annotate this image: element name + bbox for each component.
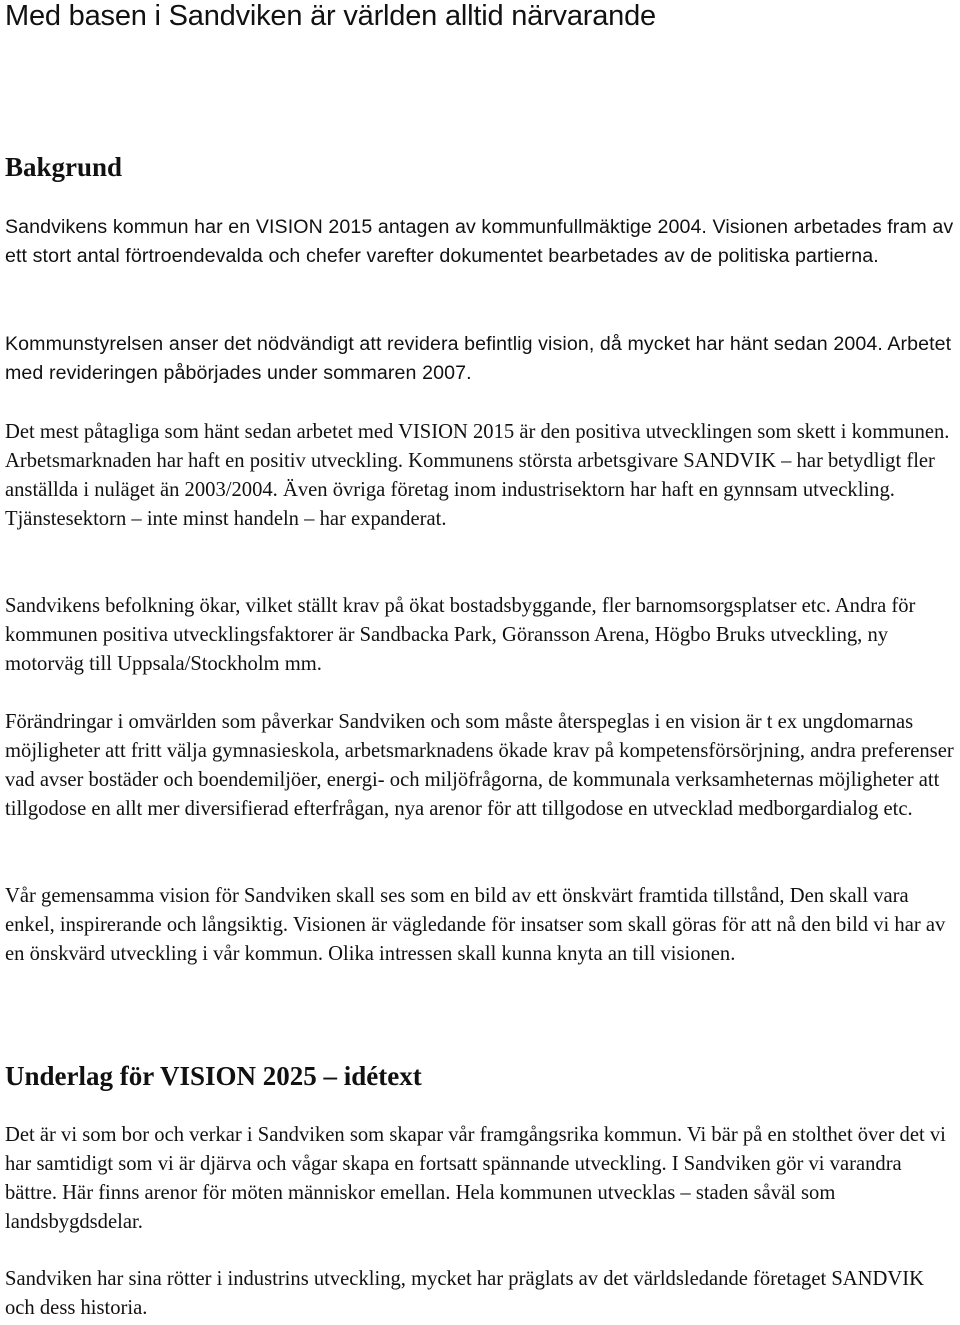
paragraph: Vår gemensamma vision för Sandviken skall ses som en bild av ett önskvärt framtida tillstånd, Den skall vara enkel, inspirerande och långsiktig. Visionen är vägledande för insatser som skall göras för att nå den bild vi har av en önskvärd utveckling i vår kommun. Olika intressen skall kunna knyta an till visionen. — [5, 885, 946, 965]
paragraph: Sandvikens kommun har en VISION 2015 antagen av kommunfullmäktige 2004. Visionen arbetades fram av ett stort antal förtroendevalda och chefer varefter dokumentet bearbetades av de politiska partierna. — [5, 216, 954, 267]
section-heading-bakgrund: Bakgrund — [5, 152, 123, 182]
paragraph: Sandviken har sina rötter i industrins utveckling, mycket har präglats av det världsledande företaget SANDVIK och dess historia. — [5, 1268, 925, 1319]
paragraph: Det är vi som bor och verkar i Sandviken som skapar vår framgångsrika kommun. Vi bär på en stolthet över det vi har samtidigt som vi är djärva och vågar skapa en fortsatt spännande utveckling. I Sandviken gör vi varandra bättre. Här finns arenor för möten människor emellan. Hela kommunen utvecklas – staden såväl som landsbygdsdelar. — [5, 1124, 946, 1233]
paragraph: Sandvikens befolkning ökar, vilket ställt krav på ökat bostadsbyggande, fler barnomsorgsplatser etc. Andra för kommunen positiva utvecklingsfaktorer är Sandbacka Park, Göransson Arena, Högbo Bruks utveckling, ny motorväg till Uppsala/Stockholm mm. — [5, 595, 916, 675]
paragraph: Det mest påtagliga som hänt sedan arbetet med VISION 2015 är den positiva utvecklingen som skett i kommunen. Arbetsmarknaden har haft en positiv utveckling. Kommunens största arbetsgivare SANDVIK – har betydligt fler anställda i nuläget än 2003/2004. Även övriga företag inom industrisektorn har haft en gynnsam utveckling. Tjänstesektorn – inte minst handeln – har expanderat. — [5, 421, 950, 530]
paragraph: Kommunstyrelsen anser det nödvändigt att revidera befintlig vision, då mycket har hänt sedan 2004. Arbetet med revideringen påbörjades under sommaren 2007. — [5, 333, 952, 384]
section-heading-underlag: Underlag för VISION 2025 – idétext — [5, 1061, 422, 1091]
paragraph: Förändringar i omvärlden som påverkar Sandviken och som måste återspeglas i en vision är t ex ungdomarnas möjligheter att fritt välja gymnasieskola, arbetsmarknadens ökade krav på kompetensförsörjning, andra preferenser vad avser bostäder och boendemiljöer, energi- och miljöfrågorna, de kommunala verksamheternas möjligheter att tillgodose en allt mer diversifierad efterfrågan, nya arenor för att tillgodose en utvecklad medborgardialog etc. — [5, 711, 954, 820]
document-title: Med basen i Sandviken är världen alltid närvarande — [5, 0, 656, 32]
